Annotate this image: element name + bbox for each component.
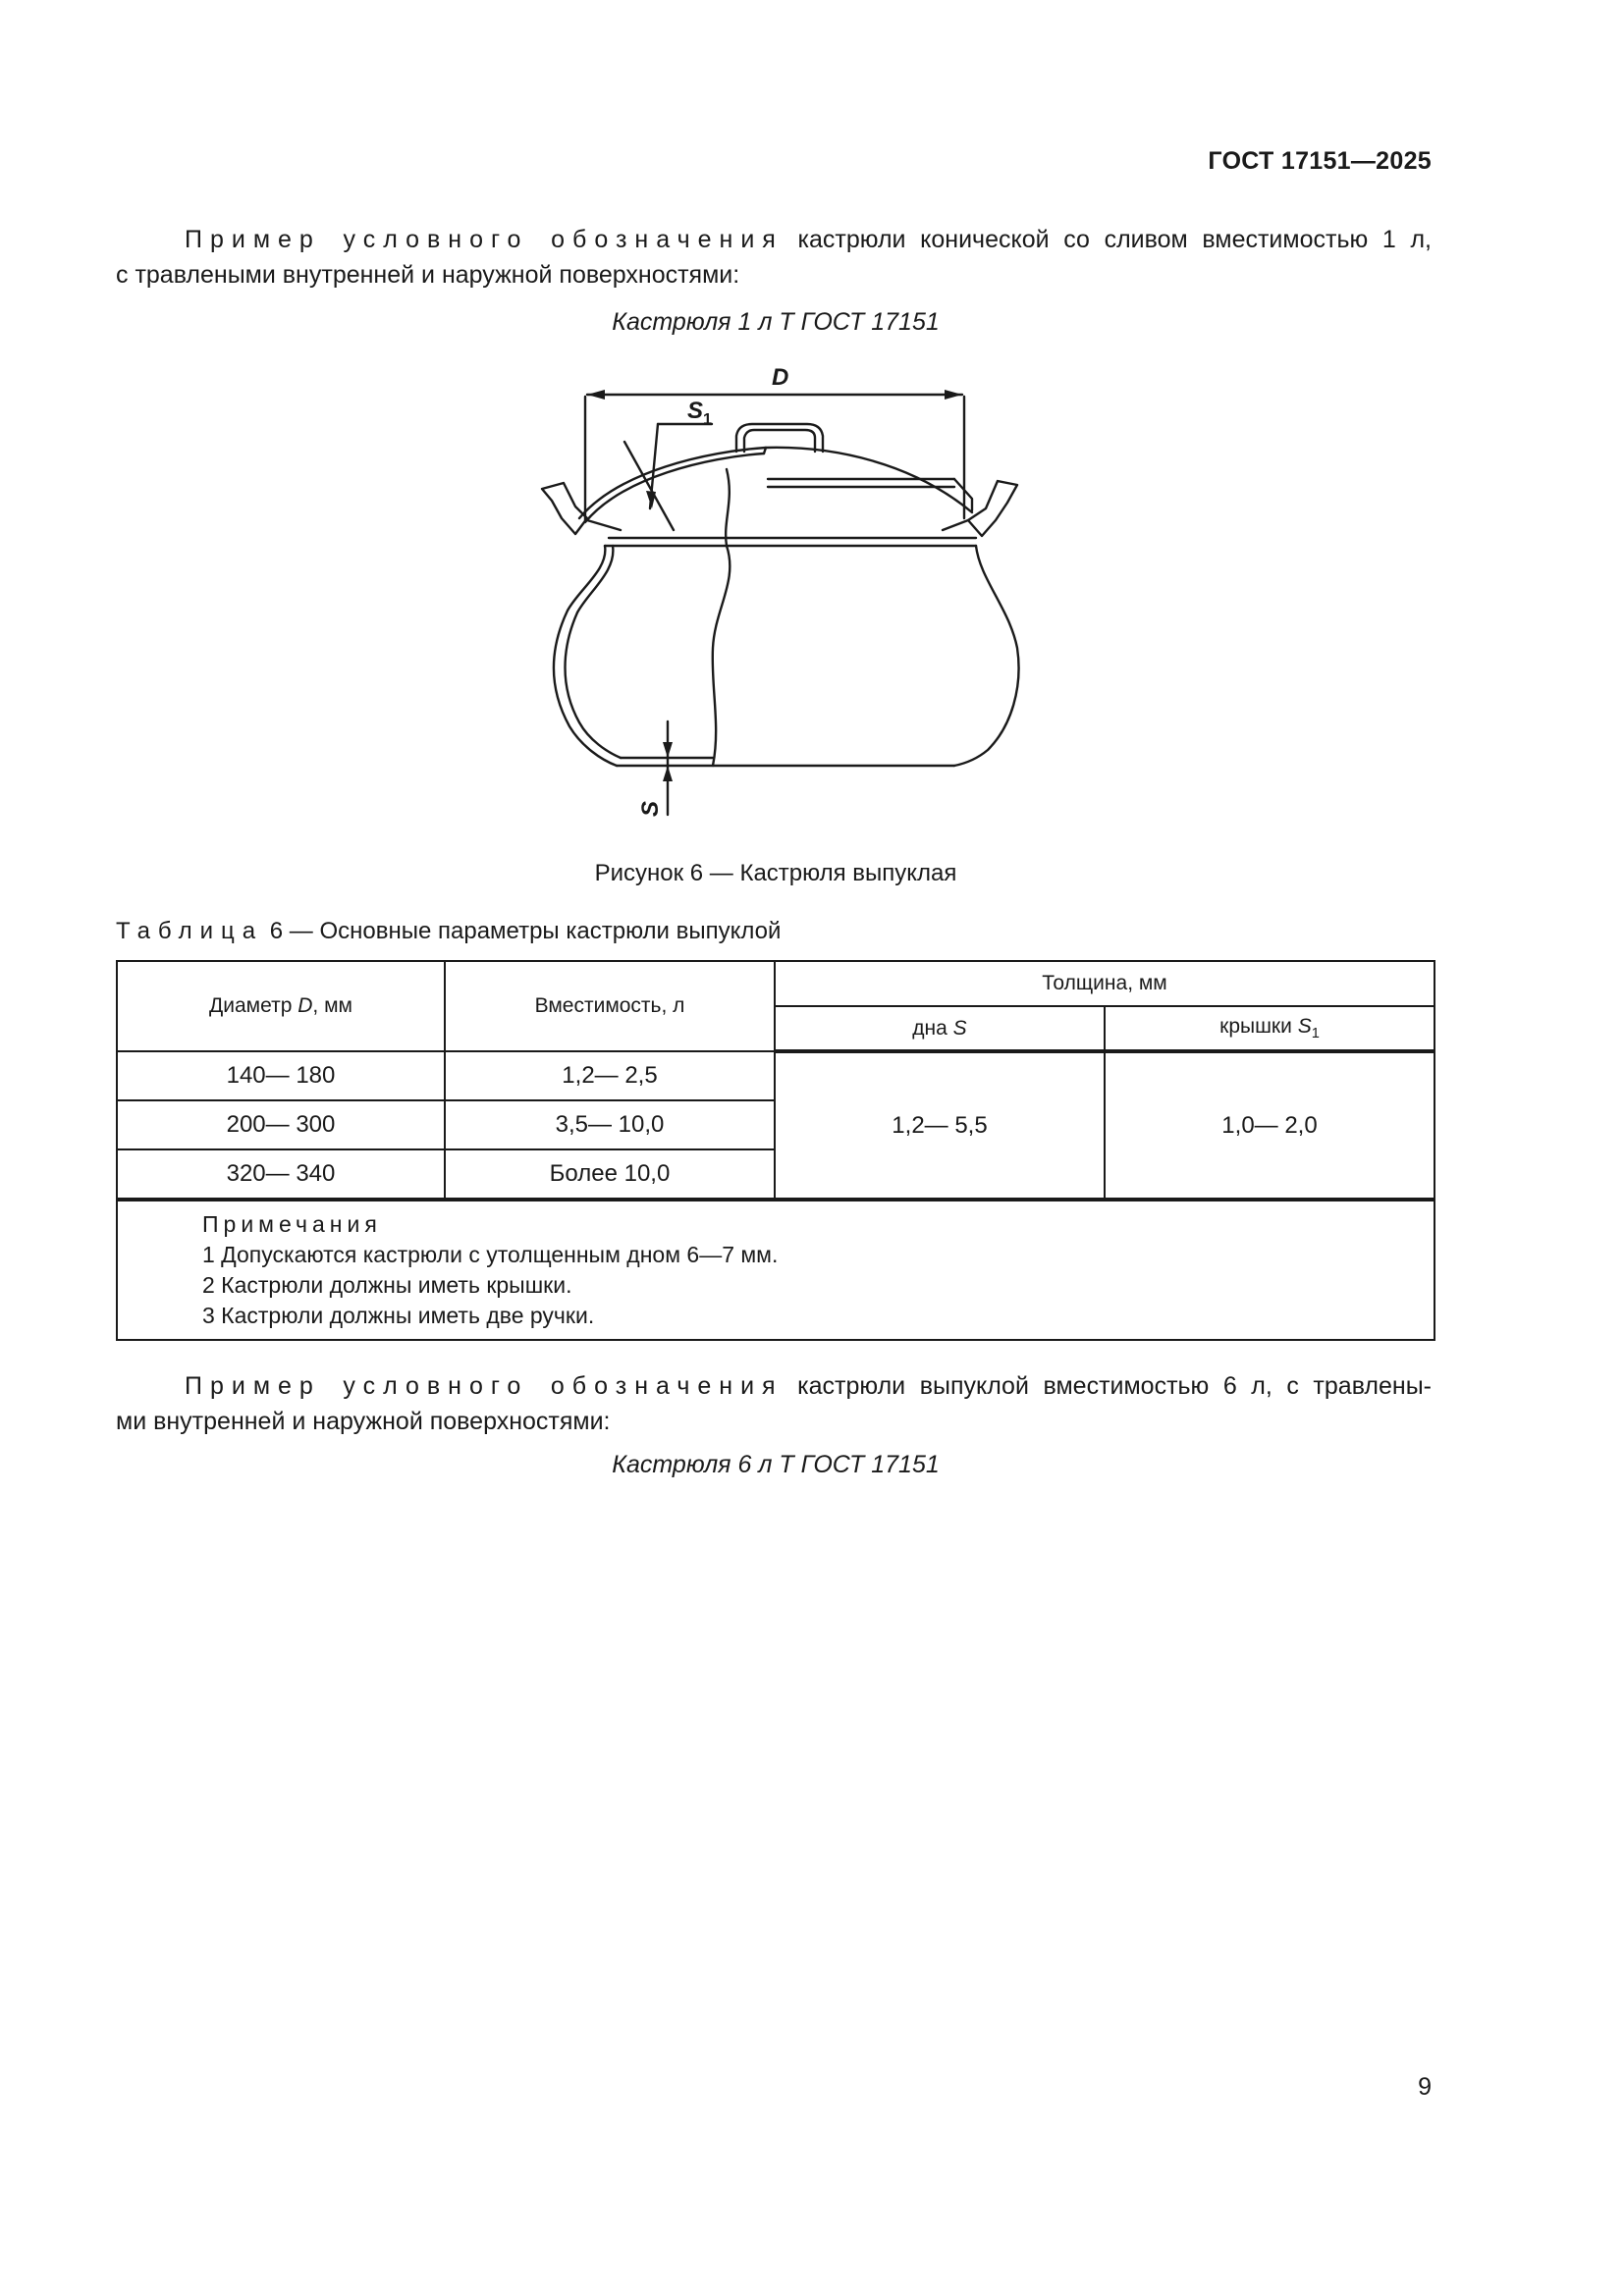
document-header: ГОСТ 17151—2025 bbox=[1208, 147, 1432, 175]
s-arrow-top bbox=[663, 742, 673, 758]
right-handle bbox=[968, 481, 1017, 536]
paragraph-2-lead: Пример условного обозначения bbox=[185, 1372, 784, 1400]
designation-example-1: Кастрюля 1 л Т ГОСТ 17151 bbox=[612, 308, 940, 336]
label-s1 bbox=[687, 398, 712, 428]
left-handle bbox=[542, 483, 587, 534]
paragraph-1-line-1 bbox=[116, 222, 1432, 257]
table-title-lead: Таблица bbox=[116, 918, 264, 944]
dimension-arrow-left bbox=[587, 390, 605, 400]
label-s: S bbox=[637, 800, 664, 817]
designation-paragraph-1 bbox=[116, 222, 1432, 293]
table-notes-row bbox=[117, 1200, 1435, 1340]
header-bottom-thickness: дна S bbox=[775, 1006, 1105, 1051]
label-d: D bbox=[772, 364, 789, 391]
paragraph-2-line-1-text: кастрюли выпуклой вместимостью 6 л, с травлены- bbox=[783, 1372, 1432, 1400]
note-item: 1 Допускаются кастрюли с утолщенным дном 6—7 мм. bbox=[202, 1242, 779, 1267]
notes-title: Примечания bbox=[202, 1211, 382, 1237]
header-diameter: Диаметр D, мм bbox=[117, 961, 445, 1051]
paragraph-1-line-2: с травлеными внутренней и наружной поверхностями: bbox=[116, 261, 740, 289]
designation-paragraph-2 bbox=[116, 1368, 1432, 1439]
cell-capacity: 3,5— 10,0 bbox=[445, 1100, 775, 1149]
s-arrow-bottom bbox=[663, 766, 673, 781]
header-capacity: Вместимость, л bbox=[445, 961, 775, 1051]
page-number: 9 bbox=[1418, 2073, 1432, 2101]
designation-example-2: Кастрюля 6 л Т ГОСТ 17151 bbox=[612, 1451, 940, 1478]
paragraph-1-lead: Пример условного обозначения bbox=[185, 226, 784, 253]
body-right-outer bbox=[954, 546, 1019, 766]
cell-diameter: 140— 180 bbox=[117, 1051, 445, 1100]
figure-caption: Рисунок 6 — Кастрюля выпуклая bbox=[594, 860, 957, 886]
parameters-table bbox=[116, 960, 1435, 1341]
left-handle-join bbox=[587, 520, 621, 530]
table-title-text: 6 — Основные параметры кастрюли выпуклой bbox=[263, 918, 782, 944]
dimension-arrow-right bbox=[945, 390, 962, 400]
note-item: 2 Кастрюли должны иметь крышки. bbox=[202, 1272, 572, 1298]
cell-bottom-thickness: 1,2— 5,5 bbox=[775, 1051, 1105, 1200]
cell-capacity: Более 10,0 bbox=[445, 1149, 775, 1200]
table-title bbox=[116, 918, 781, 945]
cell-lid-thickness: 1,0— 2,0 bbox=[1105, 1051, 1435, 1200]
pot-drawing bbox=[511, 353, 1041, 825]
cell-diameter: 320— 340 bbox=[117, 1149, 445, 1200]
paragraph-2-line-1 bbox=[116, 1368, 1432, 1404]
section-cut-line bbox=[713, 469, 731, 766]
label-s1-index: 1 bbox=[703, 411, 712, 428]
note-item: 3 Кастрюли должны иметь две ручки. bbox=[202, 1303, 595, 1328]
table-notes bbox=[117, 1200, 1435, 1340]
cell-capacity: 1,2— 2,5 bbox=[445, 1051, 775, 1100]
header-lid-thickness: крышки $S_1$ bbox=[1105, 1006, 1435, 1051]
label-s1-letter: S bbox=[687, 398, 704, 424]
table-row bbox=[117, 1051, 1435, 1100]
cell-diameter: 200— 300 bbox=[117, 1100, 445, 1149]
right-handle-join bbox=[943, 520, 968, 530]
header-thickness: Толщина, мм bbox=[775, 961, 1435, 1006]
paragraph-2-line-2: ми внутренней и наружной поверхностями: bbox=[116, 1408, 611, 1435]
paragraph-1-line-1-text: кастрюли конической со сливом вместимостью 1 л, bbox=[783, 226, 1432, 253]
